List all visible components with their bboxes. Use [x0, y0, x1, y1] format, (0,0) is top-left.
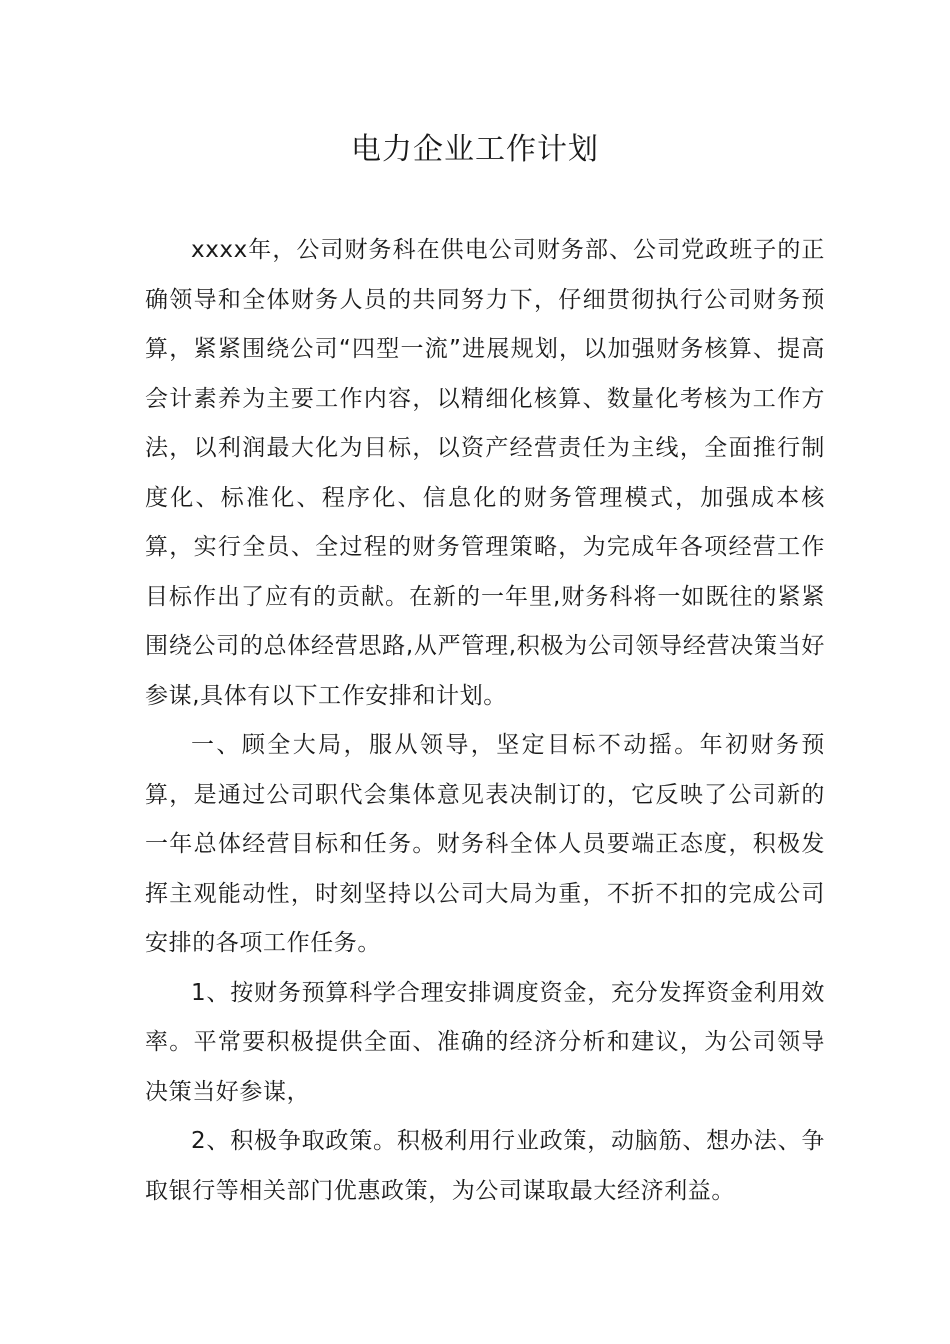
- paragraph-item-two: 2、积极争取政策。积极利用行业政策，动脑筋、想办法、争取银行等相关部门优惠政策，为公司谋取最大经济利益。: [145, 1128, 825, 1204]
- document-body: [145, 226, 825, 1216]
- paragraph-section-one: 一、顾全大局，服从领导，坚定目标不动摇。年初财务预算，是通过公司职代会集体意见表决制订的，它反映了公司新的一年总体经营目标和任务。财务科全体人员要端正态度，积极发挥主观能动性，时刻坚持以公司大局为重，不折不扣的完成公司安排的各项工作任务。: [145, 732, 825, 956]
- document-title: 电力企业工作计划: [351, 132, 599, 167]
- paragraph-intro: xxxx年，公司财务科在供电公司财务部、公司党政班子的正确领导和全体财务人员的共同努力下，仔细贯彻执行公司财务预算，紧紧围绕公司“四型一流”进展规划，以加强财务核算、提高会计素养为主要工作内容，以精细化核算、数量化考核为工作方法，以利润最大化为目标，以资产经营责任为主线，全面推行制度化、标准化、程序化、信息化的财务管理模式，加强成本核算，实行全员、全过程的财务管理策略，为完成年各项经营工作目标作出了应有的贡献。在新的一年里,财务科将一如既往的紧紧围绕公司的总体经营思路,从严管理,积极为公司领导经营决策当好参谋,具体有以下工作安排和计划。: [145, 237, 825, 709]
- paragraph-item-one: 1、按财务预算科学合理安排调度资金，充分发挥资金利用效率。平常要积极提供全面、准确的经济分析和建议，为公司领导决策当好参谋，: [145, 979, 825, 1105]
